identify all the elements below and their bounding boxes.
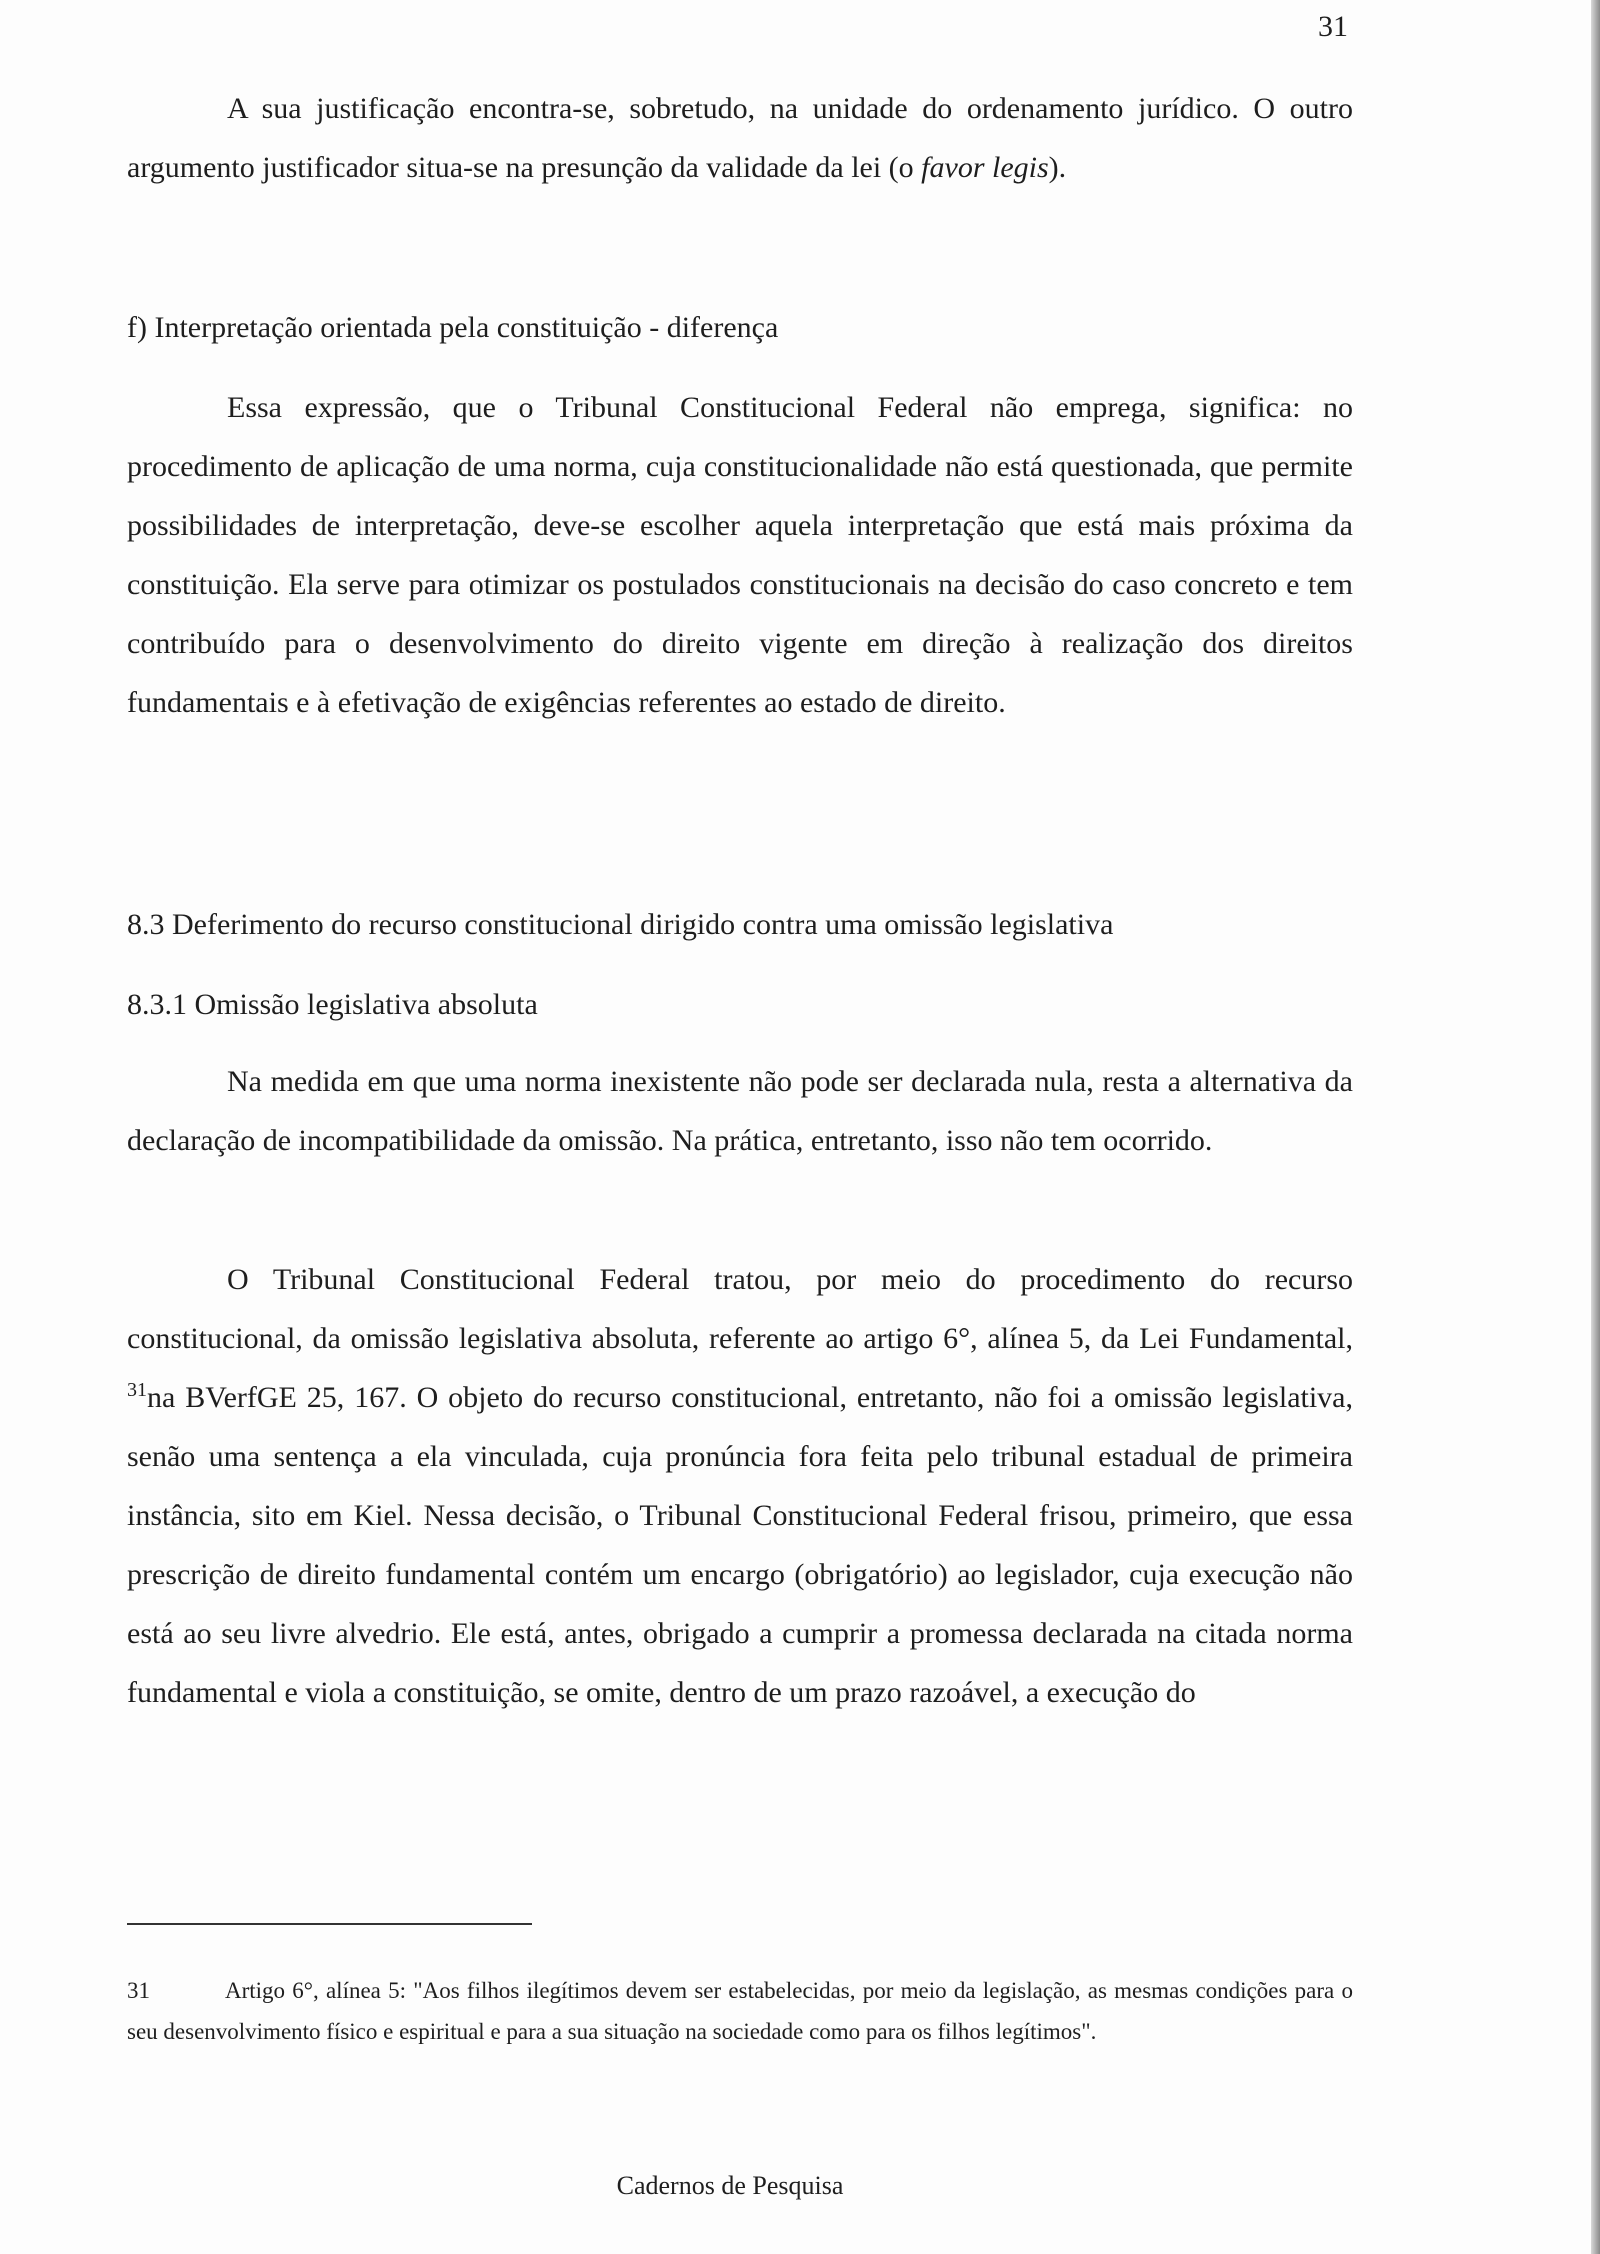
paragraph-justification [127, 79, 1353, 197]
paragraph-omission: Na medida em que uma norma inexistente não pode ser declarada nula, resta a alternativa da declaração de incompatibilidade da omissão. Na prática, entretanto, isso não tem ocorrido. [127, 1065, 1353, 1157]
paragraph-text: O Tribunal Constitucional Federal tratou, por meio do procedimento do recurso constitucional, da omissão legislativa absoluta, referente ao artigo 6°, alínea 5, da Lei Fundamental, [127, 1263, 1353, 1355]
section-heading-8-3-1: 8.3.1 Omissão legislativa absoluta [127, 988, 538, 1021]
page-footer: Cadernos de Pesquisa [616, 2171, 844, 2200]
section-heading-8-3: 8.3 Deferimento do recurso constitucional dirigido contra uma omissão legislativa [127, 908, 1114, 941]
footnote-number: 31 [127, 1978, 150, 2003]
section-heading-f: f) Interpretação orientada pela constituição - diferença [127, 311, 779, 344]
paragraph-text-continued: na BVerfGE 25, 167. O objeto do recurso constitucional, entretanto, não foi a omissão legislativa, senão uma sentença a ela vinculada, cuja pronúncia fora feita pelo tribunal estadual de primeira instância, sito em Kiel. Nessa decisão, o Tribunal Constitucional Federal frisou, primeiro, que essa prescrição de direito fundamental contém um encargo (obrigatório) ao legislador, cuja execução não está ao seu livre alvedrio. Ele está, antes, obrigado a cumprir a promessa declarada na citada norma fundamental e viola a constituição, se omite, dentro de um prazo razoável, a execução do [127, 1381, 1353, 1709]
page-edge-shadow [1591, 0, 1600, 2254]
page-number: 31 [1318, 10, 1348, 43]
paragraph-tail: ). [1048, 151, 1067, 184]
footnote [127, 1970, 1353, 2052]
paragraph-tribunal [127, 1250, 1353, 1722]
latin-term: favor legis [921, 151, 1049, 184]
paragraph-text: A sua justificação encontra-se, sobretudo, na unidade do ordenamento jurídico. O outro argumento justificador situa-se na presunção da validade da lei (o [127, 92, 1353, 184]
footnote-separator [127, 1923, 532, 1925]
footnote-reference[interactable]: 31 [127, 1379, 147, 1401]
paragraph-interpretation: Essa expressão, que o Tribunal Constitucional Federal não emprega, significa: no procedimento de aplicação de uma norma, cuja constitucionalidade não está questionada, que permite possibilidades de interpretação, deve-se escolher aquela interpretação que está mais próxima da constituição. Ela serve para otimizar os postulados constitucionais na decisão do caso concreto e tem contribuído para o desenvolvimento do direito vigente em direção à realização dos direitos fundamentais e à efetivação de exigências referentes ao estado de direito. [127, 391, 1353, 719]
footnote-text: Artigo 6°, alínea 5: "Aos filhos ilegítimos devem ser estabelecidas, por meio da legislação, as mesmas condições para o seu desenvolvimento físico e espiritual e para a sua situação na sociedade como para os filhos legítimos". [127, 1978, 1353, 2044]
